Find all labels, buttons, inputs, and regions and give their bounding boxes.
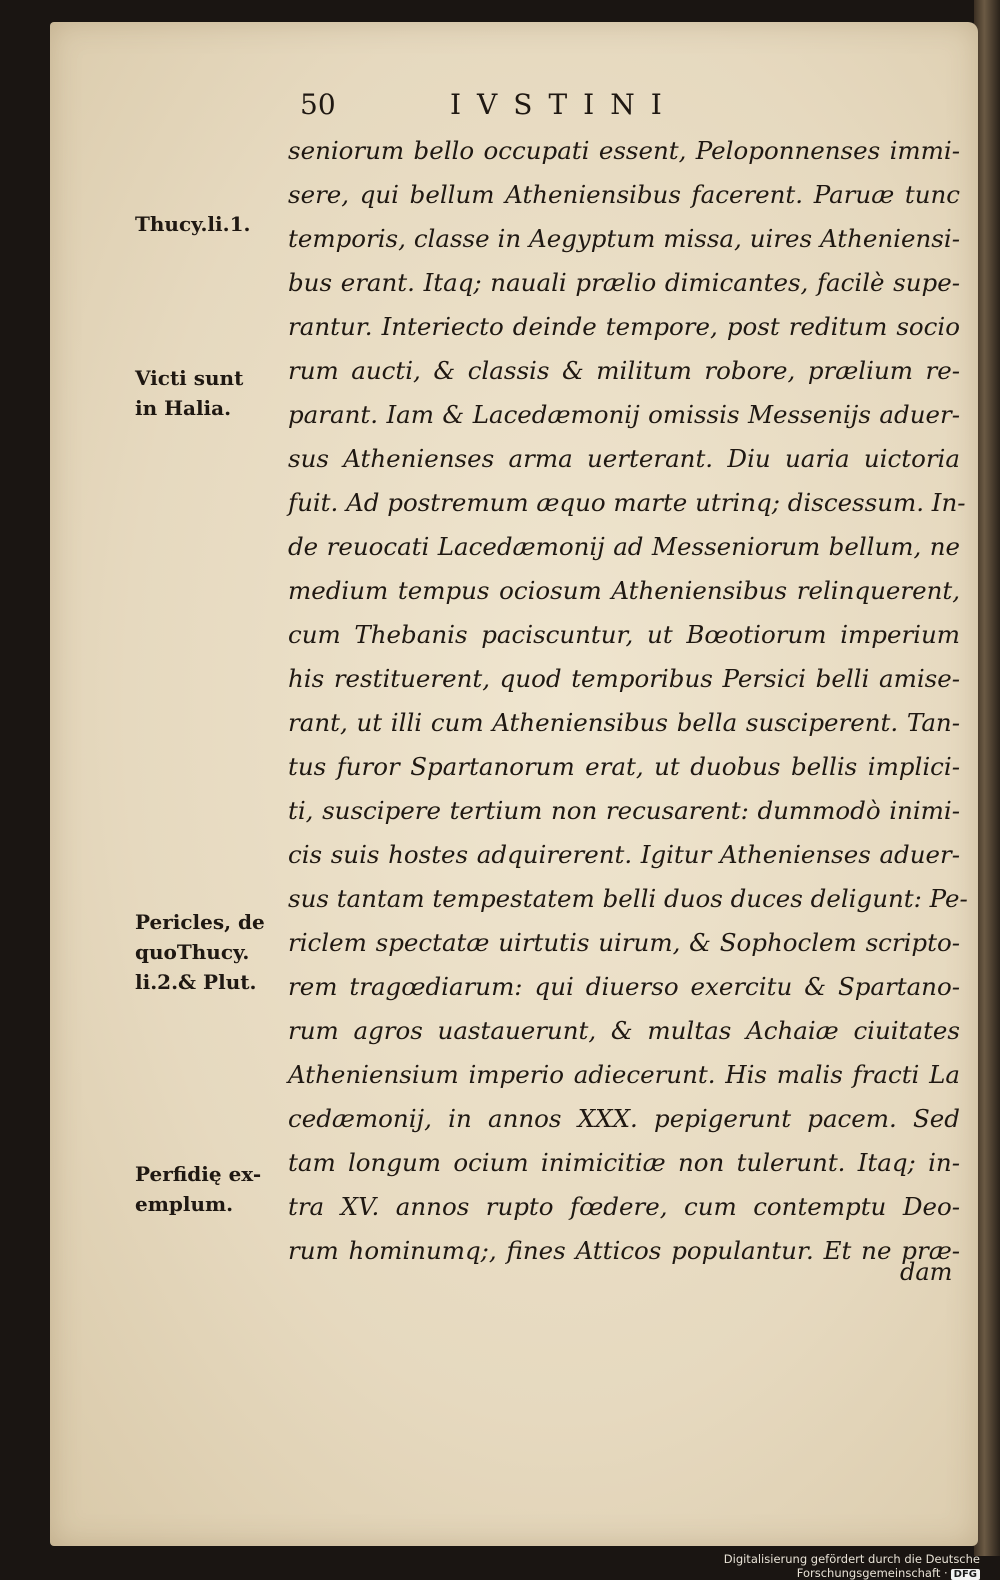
text-line: cum Thebanis paciscuntur, ut Bœotiorum imperium (288, 620, 960, 649)
text-line: his restituerent, quod temporibus Persici belli amise- (288, 664, 960, 693)
catchword: dam (900, 1258, 953, 1286)
text-line: tam longum ocium inimicitiæ non tulerunt. Itaq; in- (288, 1148, 960, 1177)
text-line: cedæmonij, in annos XXX. pepigerunt pacem. Sed (288, 1104, 960, 1133)
text-line: rem tragœdiarum: qui diuerso exercitu & Spartano- (288, 972, 960, 1001)
text-line: sere, qui bellum Atheniensibus facerent. Paruæ tunc (288, 180, 960, 209)
text-line: rantur. Interiecto deinde tempore, post reditum socio (288, 312, 960, 341)
margin-note: Thucy.li.1. (135, 212, 251, 236)
margin-note: Victi sunt (135, 366, 244, 390)
text-line: bus erant. Itaq; nauali prælio dimicantes, facilè supe- (288, 268, 960, 297)
text-line: rant, ut illi cum Atheniensibus bella susciperent. Tan- (288, 708, 960, 737)
text-line: tra XV. annos rupto fœdere, cum contemptu Deo- (288, 1192, 960, 1221)
margin-note: emplum. (135, 1192, 234, 1216)
margin-note: quoThucy. (135, 940, 250, 964)
running-head: IVSTINI (450, 88, 678, 121)
text-line: fuit. Ad postremum æquo marte utrinq; discessum. In- (288, 488, 966, 517)
text-line: rum aucti, & classis & militum robore, prælium re- (288, 356, 960, 385)
text-line: Atheniensium imperio adiecerunt. His malis fracti La (288, 1060, 960, 1089)
footer-text: Digitalisierung gefördert durch die Deutsche Forschungsgemeinschaft · (723, 1552, 980, 1580)
text-line: de reuocati Lacedæmonij ad Messeniorum bellum, ne (288, 532, 960, 561)
margin-note: in Halia. (135, 396, 232, 420)
text-line: ti, suscipere tertium non recusarent: dummodò inimi- (288, 796, 960, 825)
text-line: temporis, classe in Aegyptum missa, uires Atheniensi- (288, 224, 960, 253)
text-line: riclem spectatæ uirtutis uirum, & Sophoclem scripto- (288, 928, 960, 957)
page-number: 50 (300, 88, 336, 121)
text-line: tus furor Spartanorum erat, ut duobus bellis implici- (288, 752, 960, 781)
margin-note: Pericles, de (135, 910, 265, 934)
text-line: sus tantam tempestatem belli duos duces deligunt: Pe- (288, 884, 968, 913)
text-line: cis suis hostes adquirerent. Igitur Athenienses aduer- (288, 840, 960, 869)
dfg-logo: DFG (951, 1569, 980, 1580)
margin-note: li.2.& Plut. (135, 970, 257, 994)
text-line: rum agros uastauerunt, & multas Achaiæ ciuitates (288, 1016, 960, 1045)
text-line: medium tempus ociosum Atheniensibus relinquerent, (288, 576, 960, 605)
footer-credit (600, 1552, 980, 1580)
page-header (300, 88, 780, 128)
text-line: seniorum bello occupati essent, Peloponnenses immi- (288, 136, 960, 165)
text-line: sus Athenienses arma uerterant. Diu uaria uictoria (288, 444, 960, 473)
text-line: rum hominumq;, fines Atticos populantur. Et ne præ- (288, 1236, 960, 1265)
text-line: parant. Iam & Lacedæmonij omissis Messenijs aduer- (288, 400, 960, 429)
margin-note: Perfidię ex- (135, 1162, 262, 1186)
